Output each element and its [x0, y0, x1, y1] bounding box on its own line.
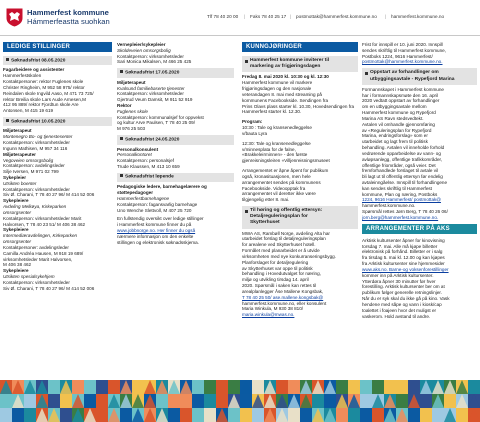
text-line: frigjøringsdagen og den nasjonale	[242, 86, 312, 92]
text-line: Kontaktperson: fagansvarlig barnehage	[117, 201, 198, 207]
bullet-square-icon	[365, 72, 368, 75]
text-line: av Skytterhuset var oppe til politisk	[242, 265, 313, 271]
column-kunngjoringer-continued	[362, 42, 477, 319]
deadline-label: Søknadsfrist 08.05.2020	[11, 57, 66, 63]
text-line: Detaljreguleringsplan for	[250, 214, 308, 220]
pattern-tile	[372, 380, 384, 394]
text-line: Formålet med planarbeidet er å utvide	[242, 248, 320, 254]
text-line: Antonsen, M 415 19 619	[3, 108, 54, 114]
pattern-tile	[288, 380, 300, 394]
decorative-pattern-band	[0, 380, 480, 422]
pattern-tile	[360, 380, 372, 394]
pattern-tile	[372, 408, 384, 422]
text-line: miljø og utvikling tirsdag 14. april	[242, 277, 309, 283]
text-line: Vernepleier/sykepleier	[117, 42, 166, 47]
bullet-square-icon	[245, 60, 248, 63]
pattern-tile	[420, 394, 432, 408]
text-line: vedrørende opparbeidelse av vann- og	[362, 150, 441, 156]
text-line: elektronisk på forhånd. Billetter er i salg	[362, 249, 443, 255]
text-line: omsorgsenter	[3, 209, 32, 215]
text-line: Kontaktperson: personalsjef	[117, 158, 174, 164]
section-title-kunngjoringer: KUNNGJØRINGER	[242, 42, 358, 52]
page-header	[0, 0, 480, 36]
pattern-tile	[324, 394, 336, 408]
text-line: 10:30 : Tale og kransenedleggelse	[242, 125, 312, 131]
text-line: Utsikten boenter	[3, 180, 37, 186]
section-title-arrangementer: ARRANGEMENTER PÅ AKS	[362, 224, 477, 234]
pattern-tile	[24, 408, 36, 422]
pattern-tile	[396, 394, 408, 408]
pattern-tile	[72, 380, 84, 394]
text-line: Avtalen vil omhandle gjennomføring	[362, 121, 435, 127]
pattern-tile	[288, 408, 300, 422]
text-line: Intermediæravdelingen, Kirkeparken	[3, 233, 78, 239]
pattern-tile	[96, 380, 108, 394]
text-line: Sykepleiere	[3, 227, 29, 233]
text-line: kommunens Facebookside. Sendingen fra	[242, 97, 329, 103]
text-line[interactable]: www.jobbnorge.no. Her finner du også	[117, 228, 196, 233]
text-line: kommer inn på Arktisk kultursenter.	[362, 272, 434, 278]
pattern-tile	[360, 408, 372, 422]
text-line: MWA AS, Rambøll Norge, avdeling Alta har	[242, 230, 330, 236]
text-line: 2020. Spørsmål i saken kan rettes til	[242, 283, 317, 289]
text-line: omsorgsenter	[3, 239, 32, 245]
pattern-tile	[252, 380, 264, 394]
text-line: Når du er syk skal du ikke gå på kino. Vask	[362, 296, 450, 302]
notice-body	[242, 74, 358, 203]
text-line: Maria Winkula, M 930 38 810/	[242, 306, 304, 312]
text-line: 2020 vedtatt oppstart av forhandlinger	[362, 98, 440, 104]
deadline-banner	[117, 173, 234, 182]
pattern-tile	[108, 380, 120, 394]
text-line: Personalkonsulent	[117, 146, 159, 152]
text-line: Kontaktperson: virksomhetsleder	[117, 91, 184, 97]
text-line: for arealene ved Skytterhuset hotell.	[242, 242, 316, 248]
bullet-square-icon	[245, 210, 248, 213]
text-line: Hammerfest kommune vil markere	[242, 80, 313, 86]
pattern-tile	[384, 380, 396, 394]
text-line: Fredag 8. mai 2020 kl. 10:30 og kl. 12:30	[242, 74, 329, 80]
text-line: bli lagt ut til offentlig ettersyn før endelig	[362, 174, 443, 180]
text-line: kan sendes skriftlig til Hammerfest	[362, 185, 432, 191]
notice-heading	[242, 56, 358, 72]
pattern-tile	[468, 380, 480, 394]
text-line: fra tirsdag 5. mai kl. 12.00 og kan kjøpes	[362, 255, 445, 261]
text-line: Skoldeveien omsorgsbolig	[117, 47, 171, 53]
pattern-tile	[12, 408, 24, 422]
text-line: Til høring og offentlig ettersyn:	[250, 208, 323, 213]
text-line: Kontaktperson: virksomhetsleder	[3, 279, 70, 285]
text-line: Halvorsen, T 78 40 23 51/ M 406 38 462	[3, 221, 86, 227]
text-line: 12:30: Tale og kransenedleggelse	[242, 140, 311, 146]
text-line: rektor Breilia skole Lars Aude Arnesen,M	[3, 96, 86, 102]
pattern-tile	[204, 408, 216, 422]
text-line: offentlige friområder, også veier. Det	[362, 162, 436, 168]
header-web[interactable]: hammerfest.kommune.no	[391, 14, 445, 19]
notice-body	[362, 87, 477, 221]
pattern-tile	[444, 394, 456, 408]
pattern-tile	[24, 394, 36, 408]
text-line[interactable]: www.aks.no. Barne-og voksenforestillinger	[362, 266, 449, 272]
column-kunngjoringer	[242, 42, 358, 318]
pattern-tile	[336, 408, 348, 422]
text-line: Kontaktperson: virksomhetsleder	[3, 140, 70, 146]
text-line: Utsikten spesialsykehjem	[3, 274, 55, 280]
job-list	[117, 147, 234, 170]
text-line: hammerfest.kommune.no, eller konsulent	[242, 300, 327, 306]
text-line: Camilla Andréa Hausen, M 918 19 689/	[3, 250, 84, 256]
deadline-banner	[117, 135, 234, 144]
pattern-tile	[60, 408, 72, 422]
text-line: Arktisk kultursenter åpner for kinovisning	[362, 237, 445, 243]
text-line: Vegoveien omsorgsbolig	[3, 157, 54, 163]
text-line: behandling i Hovedutvalget for næring,	[242, 271, 321, 277]
text-line: Sykepleiere	[3, 268, 29, 274]
column-ledige-stillinger	[3, 42, 112, 292]
text-line: Marina AS Ravn stedsvedtekt.	[362, 115, 424, 121]
text-line: Siv Ø. Charani, T 78 40 27 96/ M 414 52 006	[3, 285, 95, 291]
pattern-tile	[192, 394, 204, 408]
deadline-banner	[3, 56, 112, 65]
pattern-tile	[216, 394, 228, 408]
municipality-name: Hammerfest kommune	[27, 8, 109, 17]
text-line: Kontaktperson: kommunalsjef for oppvekst	[117, 114, 204, 120]
text-line: Sykepleier	[3, 175, 26, 180]
pattern-tile	[276, 380, 288, 394]
decorative-pattern	[0, 380, 480, 422]
pattern-tile	[84, 394, 96, 408]
text-line: Reindalen skole Ingvild Aaso, M 471 73 725/	[3, 90, 94, 96]
text-line: Planforslaget for detaljregulering	[242, 259, 309, 265]
text-line: Miljøterapeuter	[3, 151, 36, 157]
pattern-tile	[360, 394, 372, 408]
text-line: M 976 25 503	[117, 126, 146, 132]
pattern-tile	[240, 394, 252, 408]
text-line: Pedagogiske ledere, barnehagelærere og	[117, 184, 207, 190]
text-line: v/bauta Lyra	[242, 130, 268, 136]
pattern-tile	[192, 380, 204, 394]
header-email[interactable]: postmottak@hammerfest.kommune.no	[296, 14, 377, 19]
column-ledige-stillinger-continued	[117, 42, 234, 245]
deadline-label: Søknadsfrist 24.05.2020	[125, 136, 180, 142]
text-line: Hammerfest kommune inviterer til	[250, 58, 330, 63]
text-line: Ingunn Mathisen, M 957 34 116	[3, 145, 68, 151]
pattern-tile	[156, 394, 168, 408]
text-line: Uno Wenche Slettvoll, M 407 25 720	[117, 207, 192, 213]
pattern-tile	[456, 408, 468, 422]
header-separator: |	[290, 14, 292, 19]
bullet-square-icon	[6, 119, 9, 122]
text-line: Sari Monica Mikalsen, M 466 25 425	[117, 59, 192, 65]
pattern-tile	[204, 394, 216, 408]
text-line: Kontaktperson: virksomhetsleder	[117, 53, 184, 59]
text-line: Ytterdøra åpner 30 minutter før hver	[362, 278, 436, 284]
text-line: Prins Olavs plass starter kl. 10.30, Hovedsendingen fra	[242, 103, 355, 109]
job-list	[117, 42, 234, 65]
bullet-square-icon	[120, 137, 123, 140]
text-line: om en utbyggingsavtale mellom	[362, 104, 427, 110]
text-line: i Hammerfest kommune finner du på	[117, 222, 192, 228]
text-line: fra Arktisk kultursenter sine hjemmesider	[362, 261, 445, 267]
deadline-banner	[3, 117, 112, 126]
text-line[interactable]: maria.winkula@mwas.no.	[242, 312, 295, 318]
text-line: Formannskapet i Hammerfest kommune	[362, 86, 444, 92]
text-line: Montenegro Bo- og tjenestesenter	[3, 134, 73, 140]
text-line: Kontaktperson: avdelingsleder	[3, 163, 65, 169]
pattern-tile	[180, 408, 192, 422]
coat-of-arms-logo	[6, 8, 23, 27]
text-line: forestilling. Arktisk kultursenter ber om at	[362, 284, 445, 290]
pattern-tile	[192, 408, 204, 422]
pattern-tile	[228, 408, 240, 422]
text-line: torsdag 7. mai. Alle må kjøpe billetter	[362, 243, 438, 249]
text-line: støttepedagoger	[117, 190, 153, 196]
pattern-tile	[120, 408, 132, 422]
pattern-tile	[336, 380, 348, 394]
header-phone: Tlf 78 40 20 00	[207, 14, 239, 19]
pattern-tile	[348, 408, 360, 422]
pattern-tile	[48, 380, 60, 394]
text-line: avtaleinngåelse. Innspill til forhandlingene	[362, 180, 448, 185]
pattern-tile	[0, 394, 12, 408]
text-line: Spørsmål rettes Jørn Berg, T 78 40 26 06/	[362, 209, 448, 215]
text-line: vaskerom. Hold avstand til andre.	[362, 313, 431, 319]
text-line: har i formannskapsmøte den 16. april	[362, 92, 439, 98]
text-line: Miljøterapeut	[117, 79, 146, 85]
text-line: Fuglenes skole	[117, 108, 148, 114]
text-line: arrangementet vil deretter ikke være	[242, 191, 316, 197]
text-line: Kontaktpersoner: avdelingsleder	[3, 244, 69, 250]
text-line: Postboks 1224, 9616 Hammerfest/	[362, 53, 433, 59]
text-line: veterandagen 8. mai med streaming på	[242, 91, 322, 97]
header-separator: |	[244, 14, 246, 19]
text-line: Hammerfest starter kl. 12.30.	[242, 109, 302, 115]
notice-heading	[242, 206, 358, 229]
text-line: 412 95 889/ rektor Fjordtun skole Are	[3, 102, 79, 108]
text-line: Facebookside. Videoopptak fra	[242, 185, 306, 191]
text-line: v/minnesplata for de falne,	[242, 146, 296, 152]
text-line[interactable]: jorn.berg@hammerfest.kommune.no.	[362, 214, 439, 220]
text-line: Kontaktpersoner: rektor Fuglenes skole	[3, 79, 84, 85]
text-line: Kontaktperson: virksomhetsleder Marit	[3, 215, 82, 221]
text-line: Silje Iversen, M 971 02 799	[3, 169, 59, 175]
text-line: Skytterhuset	[250, 220, 280, 226]
pattern-tile	[168, 394, 180, 408]
text-line: Christer Ringheim, M 952 58 975/ rektor	[3, 84, 85, 90]
job-list	[3, 128, 112, 291]
pattern-tile	[216, 380, 228, 394]
bullet-square-icon	[120, 174, 123, 177]
job-list	[117, 184, 234, 213]
text-line: sendes skriftlig til Hammerfest kommune,	[362, 47, 446, 53]
text-line: Miljøterapeut	[3, 128, 32, 134]
pattern-tile	[180, 394, 192, 408]
pattern-tile	[228, 380, 240, 394]
text-line: av «Reguleringsplan for Rypefjord	[362, 127, 432, 133]
text-line: Hammerfest kommune og Rypefjord	[362, 110, 436, 116]
text-line: behandling. Avtalen vil inneholde forhold	[362, 145, 445, 151]
text-line: Personalkontoret	[117, 152, 152, 158]
pattern-tile	[132, 380, 144, 394]
text-line: og kultur Arve Paulsen, T 78 40 25 09/	[117, 120, 195, 126]
text-line[interactable]: postmottak@hammerfest.kommune.no.	[362, 59, 443, 65]
outro-paragraph	[117, 216, 234, 245]
text-line: Gjertrud Veum Damsit, M 911 52 919	[117, 97, 193, 103]
pattern-tile	[408, 380, 420, 394]
pattern-tile	[96, 394, 108, 408]
text-line: Fagarbeidere og assistenter	[3, 67, 65, 73]
text-line: Kvalsund familiebaserte tjenester	[117, 85, 185, 91]
pattern-tile	[420, 408, 432, 422]
pattern-tile	[240, 408, 252, 422]
pattern-tile	[168, 408, 180, 422]
text-line: arrangementet sendes på kommunens	[242, 179, 321, 185]
text-line: hammerfest.kommune.no.	[362, 203, 416, 209]
notice-body	[242, 231, 358, 318]
text-line: tilgjengelig etter 8. mai.	[242, 197, 290, 203]
pattern-tile	[252, 408, 264, 422]
text-line: stillingen og elektronisk søknadsskjema.	[117, 239, 199, 245]
notice-body	[362, 42, 477, 65]
text-line: nærmere informasjon om den enkelte	[117, 233, 194, 239]
deadline-banner	[117, 68, 234, 77]
job-list	[117, 80, 234, 132]
text-line: Marina, endringsforslag» som er	[362, 133, 428, 139]
pattern-tile	[84, 380, 96, 394]
text-line: fremforhandlede forslaget til avtale vil	[362, 168, 439, 174]
text-line: utbyggingsavtale - Rypefjord Marina	[370, 76, 455, 82]
job-list	[3, 67, 112, 114]
header-separator: |	[385, 14, 387, 19]
pattern-tile	[204, 380, 216, 394]
pattern-tile	[300, 408, 312, 422]
pattern-tile	[408, 408, 420, 422]
text-line: også, kronasituasjonen, men hele	[242, 173, 311, 179]
text-line: «Brakkeleirminnen» - den første	[242, 152, 308, 158]
text-line: M 406 38 462	[3, 262, 32, 268]
text-line: Sykepleiere	[3, 198, 29, 204]
pattern-tile	[0, 408, 12, 422]
deadline-label: Søknadsfrist 10.05.2020	[11, 118, 66, 124]
text-line: hendene med såpe og vann i kiosk/cap	[362, 301, 442, 307]
text-line: Siv Ø. Charani, T 78 40 27 96/ M 414 52 006	[3, 192, 95, 198]
text-line: gjenreisningsleiren «Villjenreisningsmuseet	[242, 158, 330, 164]
deadline-label: Søknadsfrist løpende	[125, 174, 174, 180]
text-line: Rektor	[117, 103, 132, 108]
text-line: Hammerfestskolen	[3, 73, 42, 79]
text-line: Arrangementet er åpne åpent for publikum	[242, 168, 329, 174]
event-body	[362, 238, 477, 320]
text-line: arealplanlegger Åse Mallene Kongsbak,	[242, 288, 324, 294]
bullet-square-icon	[120, 70, 123, 73]
text-line: utarbeidet forslag til detaljreguleringsplan	[242, 236, 326, 242]
pattern-tile	[48, 394, 60, 408]
text-line: toalettet i foajeen hvor det muligst er	[362, 307, 437, 313]
pattern-tile	[348, 380, 360, 394]
text-line: avløpsanlegg, offentlige trafikkområder,	[362, 156, 443, 162]
notice-heading	[362, 68, 477, 84]
text-line: publikum følger generelle retningslinjer.	[362, 290, 442, 296]
text-line: kommune, Plan og næring, Postboks	[362, 191, 438, 197]
text-line: virksomhetsleder Marit Halvorsen,	[3, 256, 73, 262]
text-line: Program:	[242, 119, 263, 125]
text-line: Frist for innspill er 10. juni 2020. Innspill	[362, 42, 443, 47]
text-line: markering av frigjøringsdagen	[250, 64, 321, 70]
text-line: virksomheten med nye konkurranseringsbygg.	[242, 253, 336, 259]
text-line: Avdeling Melkøya, Kirkeparken	[3, 204, 67, 210]
bullet-square-icon	[6, 58, 9, 61]
text-line: utarbeidet og lagt frem til politisk	[362, 139, 428, 145]
text-line[interactable]: T 78 40 25 50/ ase.mallene.kongsbak@	[242, 294, 324, 300]
text-line: Hammerfestbarnehagene	[117, 195, 170, 201]
section-title-ledige-stillinger: LEDIGE STILLINGER	[3, 42, 112, 52]
municipality-name-sami: Hámmerfeastta suohkan	[27, 17, 110, 26]
pattern-tile	[396, 380, 408, 394]
deadline-label: Søknadsfrist 17.05.2020	[125, 70, 180, 76]
header-fax: Faks 78 40 25 17	[250, 14, 287, 19]
text-line[interactable]: 1224, 9616 Hammerfest/ postmottak@	[362, 197, 441, 203]
pattern-tile	[60, 394, 72, 408]
pattern-tile	[432, 408, 444, 422]
text-line: En fullstendig oversikt over ledige stillinger	[117, 216, 204, 222]
text-line: Oppstart av forhandlinger om	[370, 70, 439, 76]
text-line: Trude Klaussen, M 413 10 659	[117, 164, 180, 169]
text-line: Kontaktperson: virksomhetsleder	[3, 186, 70, 192]
